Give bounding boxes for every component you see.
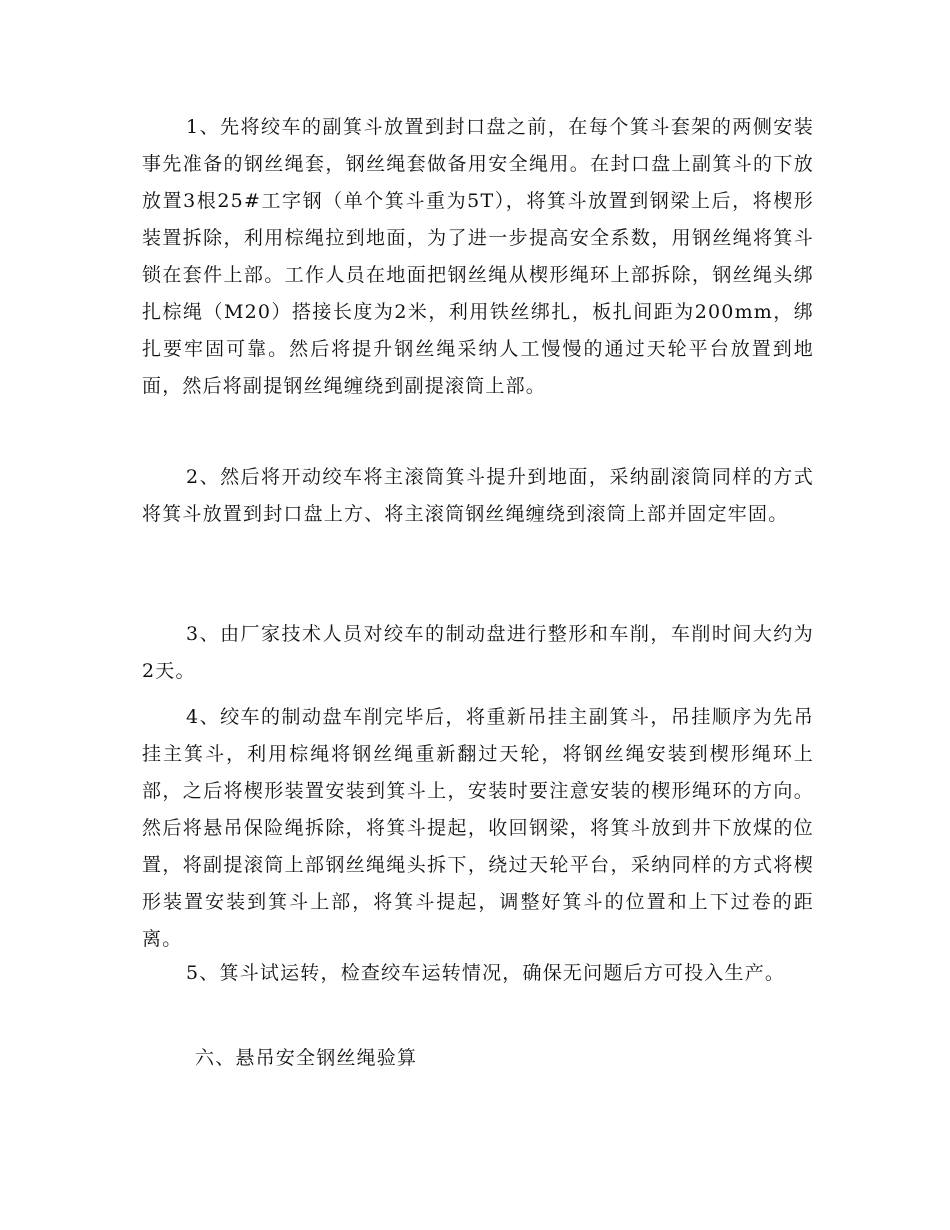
- paragraph-step-3: 3、由厂家技术人员对绞车的制动盘进行整形和车削，车削时间大约为2天。: [142, 623, 814, 682]
- paragraph-step-2: 2、然后将开动绞车将主滚筒箕斗提升到地面，采纳副滚筒同样的方式将箕斗放置到封口盘上方、将主滚筒钢丝绳缠绕到滚筒上部并固定牢固。: [142, 466, 814, 525]
- paragraph-step-5: 5、箕斗试运转，检查绞车运转情况，确保无问题后方可投入生产。: [186, 962, 786, 984]
- paragraph-step-1: 1、先将绞车的副箕斗放置到封口盘之前，在每个箕斗套架的两侧安装事先准备的钢丝绳套，钢丝绳套做备用安全绳用。在封口盘上副箕斗的下放放置3根25#工字钢（单个箕斗重为5T），将箕斗放置到钢梁上后，将楔形装置拆除，利用棕绳拉到地面，为了进一步提高安全系数，用钢丝绳将箕斗锁在套件上部。工作人员在地面把钢丝绳从楔形绳环上部拆除，钢丝绳头绑扎棕绳（M20）搭接长度为2米，利用铁丝绑扎，板扎间距为200mm，绑扎要牢固可靠。然后将提升钢丝绳采纳人工慢慢的通过天轮平台放置到地面，然后将副提钢丝绳缠绕到副提滚筒上部。: [142, 116, 814, 397]
- paragraph-step-4: 4、绞车的制动盘车削完毕后，将重新吊挂主副箕斗，吊挂顺序为先吊挂主箕斗，利用棕绳将钢丝绳重新翻过天轮，将钢丝绳安装到楔形绳环上部，之后将楔形装置安装到箕斗上，安装时要注意安装的楔形绳环的方向。然后将悬吊保险绳拆除，将箕斗提起，收回钢梁，将箕斗放到井下放煤的位置，将副提滚筒上部钢丝绳绳头拆下，绕过天轮平台，采纳同样的方式将楔形装置安装到箕斗上部，将箕斗提起，调整好箕斗的位置和上下过卷的距离。: [142, 706, 814, 950]
- section-heading: 六、悬吊安全钢丝绳验算: [195, 1047, 418, 1069]
